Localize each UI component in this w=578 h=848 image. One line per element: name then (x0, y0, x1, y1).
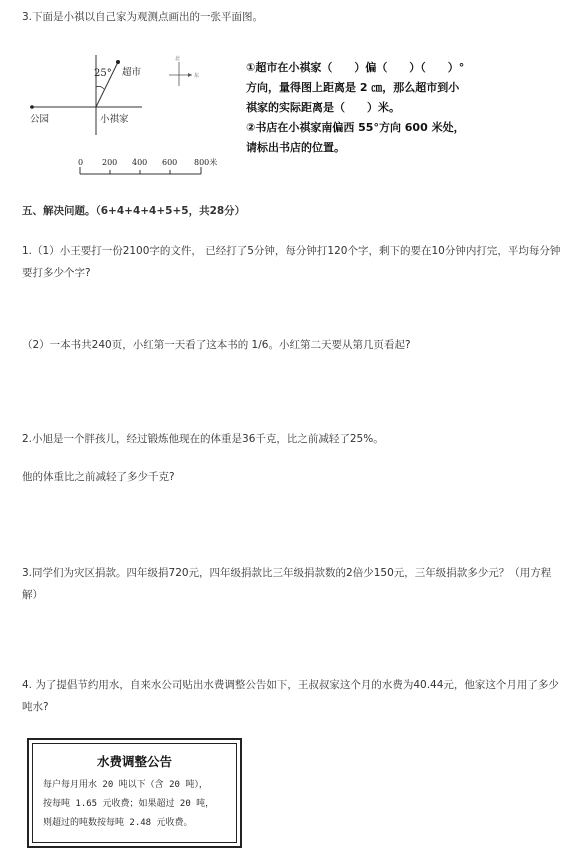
supermarket-point (116, 60, 120, 64)
q3-line: ①超市在小祺家（ ）偏（ ）（ ）° (246, 61, 465, 74)
q3-intro: 3.下面是小祺以自己家为观测点画出的一张平面图。 (22, 11, 264, 23)
notice-line: 按每吨 1.65 元收费；如果超过 20 吨， (43, 799, 215, 809)
section-5-title: 五、解决问题。（6+4+4+4+5+5，共28分） (22, 205, 246, 217)
problem-4: 4. 为了提倡节约用水，自来水公司贴出水费调整公告如下，王叔叔家这个月的水费为40.44元，他家这个月用了多少吨水? (22, 679, 559, 713)
notice-title: 水费调整公告 (96, 754, 172, 769)
q3-line: ②书店在小祺家南偏西 55°方向 600 米处， (246, 121, 465, 134)
north-label: 北 (175, 56, 181, 62)
scale-label: 800米 (194, 158, 218, 167)
notice-line: 则超过的吨数按每吨 2.48 元收费。 (43, 818, 193, 828)
problem-3: 3.同学们为灾区捐款。四年级捐720元，四年级捐款比三年级捐款数的2倍少150元，三年级捐款多少元？（用方程解） (22, 567, 552, 601)
angle-label: 25° (94, 68, 112, 79)
scale-label: 400 (132, 158, 148, 167)
water-fee-notice (27, 738, 242, 848)
home-label: 小祺家 (100, 114, 129, 125)
supermarket-label: 超市 (122, 67, 142, 78)
notice-inner-frame (32, 743, 237, 843)
scale-label: 200 (102, 158, 118, 167)
q3-questions (246, 58, 486, 158)
problem-1-part-2: （2）一本书共240页，小红第一天看了这本书的 1/6。小红第二天要从第几页看起? (22, 339, 411, 351)
scale-bar (78, 157, 217, 174)
q3-line: 请标出书店的位置。 (246, 141, 345, 154)
park-point (30, 105, 34, 109)
scale-label: 600 (162, 158, 178, 167)
notice-line: 每户每月用水 20 吨以下（含 20 吨）， (43, 780, 208, 790)
compass (169, 55, 199, 86)
q3-line: 方向，量得图上距离是 2 ㎝，那么超市到小 (246, 81, 460, 94)
problem-2-line-2: 他的体重比之前减轻了多少千克? (22, 471, 175, 483)
q3-line: 祺家的实际距离是（ ）米。 (246, 101, 400, 114)
scale-label: 0 (78, 158, 84, 167)
map-diagram (20, 50, 260, 180)
park-label: 公园 (30, 114, 50, 125)
problem-2-line-1: 2.小旭是一个胖孩儿，经过锻炼他现在的体重是36千克，比之前减轻了25%。 (22, 433, 384, 445)
angle-arc (96, 86, 104, 89)
east-label: 东 (194, 73, 200, 79)
problem-1-part-1: 1.（1）小王要打一份2100字的文件， 已经打了5分钟，每分钟打120个字，剩下的要在10分钟内打完，平均每分钟要打多少个字? (22, 245, 561, 279)
